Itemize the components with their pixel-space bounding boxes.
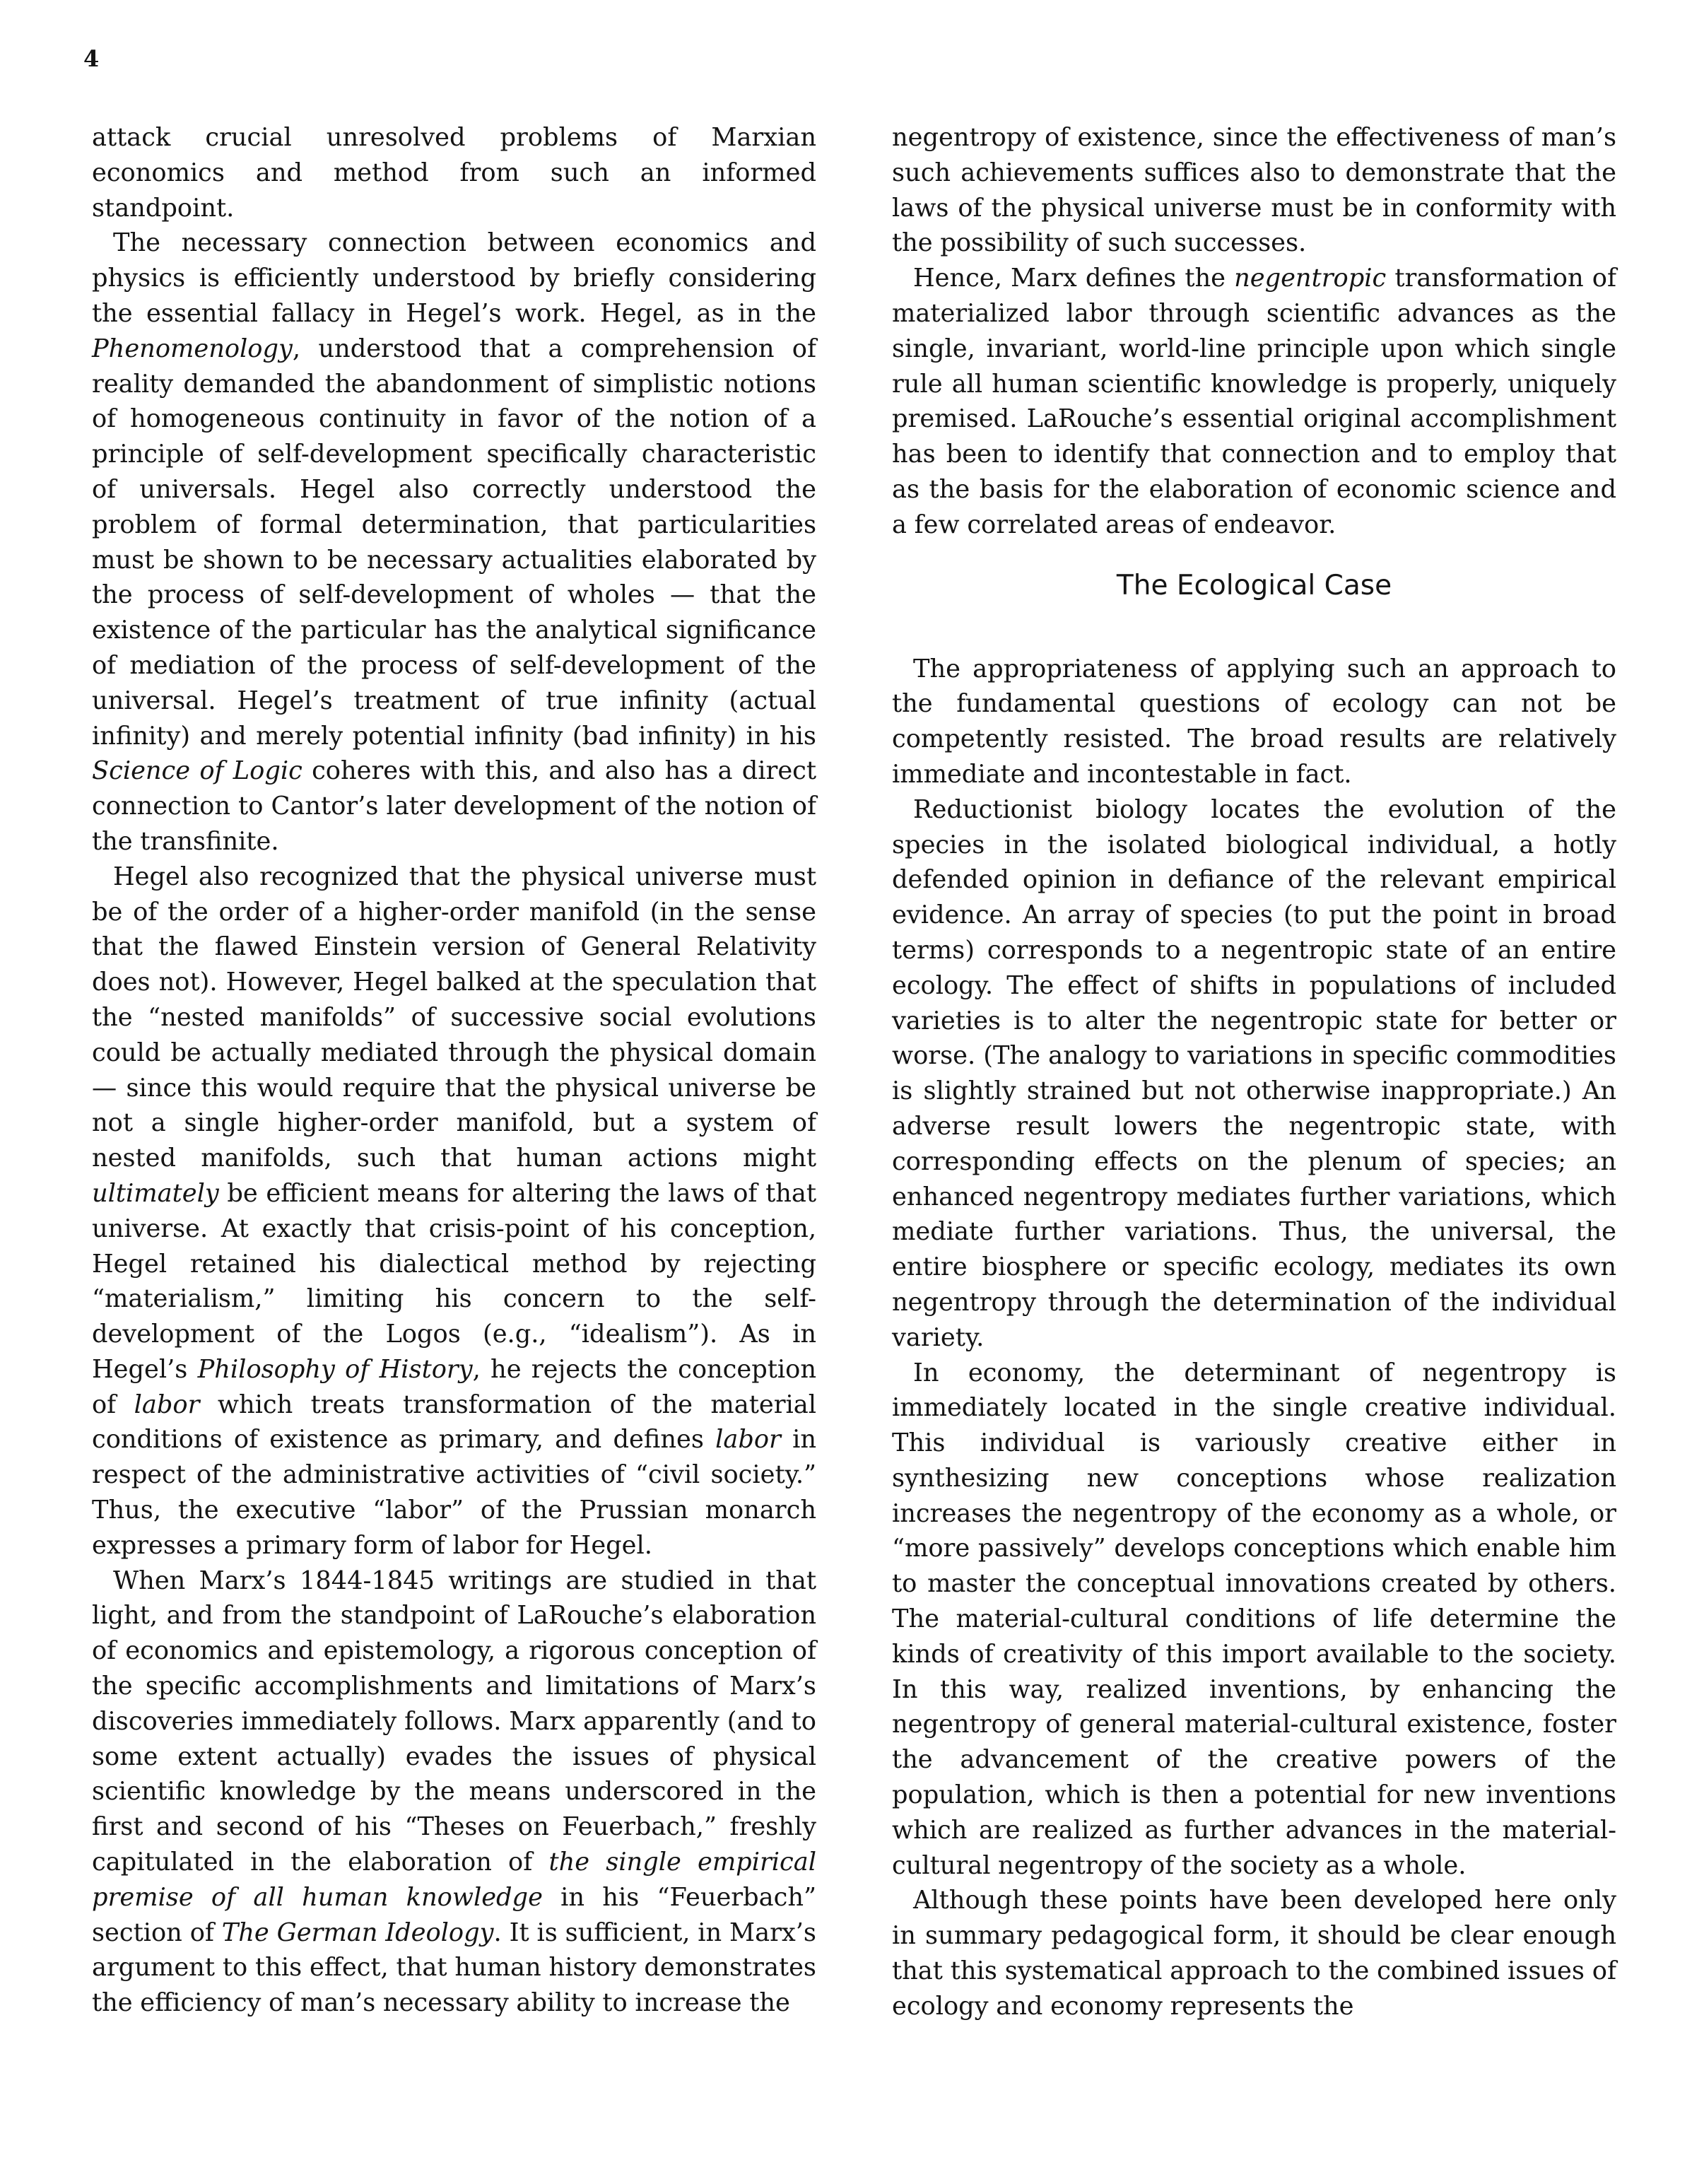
italic-emphasis: labor xyxy=(134,1390,200,1419)
paragraph: negentropy of existence, since the effectiveness of man’s such achievements suffices also to demonstrate that the laws of the physical universe must be in conformity with the possibility of such successes. xyxy=(892,123,1616,258)
italic-title: Science of Logic xyxy=(92,756,302,786)
left-column xyxy=(92,120,816,2021)
paragraph: In economy, the determinant of negentropy is immediately located in the single creative individual. This individual is variously creative either in synthesizing new conceptions whose realization increases the negentropy of the economy as a whole, or “more passively” develops conceptions which enable him to master the conceptual innovations created by others. The material-cultural conditions of life determine the kinds of creativity of this import available to the society. In this way, realized inventions, by enhancing the negentropy of general material-cultural existence, foster the advancement of the creative powers of the population, which is then a potential for new inventions which are realized as further advances in the material-cultural negentropy of the society as a whole. xyxy=(892,1358,1616,1880)
paragraph: The necessary connection between economics and physics is efficiently understood by briefly considering the essential fallacy in Hegel’s work. Hegel, as in the Phenomenology, understood that a comprehension of reality demanded the abandonment of simplistic notions of homogeneous continuity in favor of the notion of a principle of self-development specifically characteristic of universals. Hegel also correctly understood the problem of formal determination, that particularities must be shown to be necessary actualities elaborated by the process of self-development of wholes — that the existence of the particular has the analytical significance of mediation of the process of self-development of the universal. Hegel’s treatment of true infinity (actual infinity) and merely potential infinity (bad infinity) in his Science of Logic coheres with this, and also has a direct connection to Cantor’s later development of the notion of the transfinite. xyxy=(92,228,817,856)
section-heading: The Ecological Case xyxy=(1116,569,1392,601)
italic-emphasis: the single empirical premise of all human knowledge xyxy=(92,1848,816,1912)
paragraph: attack crucial unresolved problems of Marxian economics and method from such an informed standpoint. xyxy=(92,123,816,223)
paragraph: When Marx’s 1844-1845 writings are studied in that light, and from the standpoint of LaRouche’s elaboration of economics and epistemology, a rigorous conception of the specific accomplishments and limitations of Marx’s discoveries immediately follows. Marx apparently (and to some extent actually) evades the issues of physical scientific knowledge by the means underscored in the first and second of his “Theses on Feuerbach,” freshly capitulated in the elaboration of the single empirical premise of all human knowledge in his “Feuerbach” section of The German Ideology. It is sufficient, in Marx’s argument to this effect, that human history demonstrates the efficiency of man’s necessary ability to increase the xyxy=(92,1566,816,2018)
italic-title: Philosophy of History xyxy=(197,1354,473,1384)
right-column xyxy=(892,120,1616,2024)
italic-title: The German Ideology xyxy=(221,1918,494,1947)
italic-title: Phenomenology xyxy=(92,334,293,363)
page-number: 4 xyxy=(83,45,100,72)
paragraph: The appropriateness of applying such an approach to the fundamental questions of ecology can not be competently resisted. The broad results are relatively immediate and incontestable in fact. xyxy=(892,654,1616,789)
paragraph: Although these points have been developed here only in summary pedagogical form, it should be clear enough that this systematical approach to the combined issues of ecology and economy represents the xyxy=(892,1886,1616,2021)
italic-emphasis: ultimately xyxy=(92,1178,219,1208)
paragraph: Hence, Marx defines the negentropic transformation of materialized labor through scientific advances as the single, invariant, world-line principle upon which single rule all human scientific knowledge is properly, uniquely premised. LaRouche’s essential original accomplishment has been to identify that connection and to employ that as the basis for the elaboration of economic science and a few correlated areas of endeavor. xyxy=(892,264,1616,539)
italic-emphasis: labor xyxy=(715,1425,781,1455)
paragraph: Reductionist biology locates the evolution of the species in the isolated biological individual, a hotly defended opinion in defiance of the relevant empirical evidence. An array of species (to put the point in broad terms) corresponds to a negentropic state of an entire ecology. The effect of shifts in populations of included varieties is to alter the negentropic state for better or worse. (The analogy to variations in specific commodities is slightly strained but not otherwise inappropriate.) An adverse result lowers the negentropic state, with corresponding effects on the plenum of species; an enhanced negentropy mediates further variations, which mediate further variations. Thus, the universal, the entire biosphere or specific ecology, mediates its own negentropy through the determination of the individual variety. xyxy=(892,794,1616,1352)
paragraph: Hegel also recognized that the physical universe must be of the order of a higher-order manifold (in the sense that the flawed Einstein version of General Relativity does not). However, Hegel balked at the speculation that the “nested manifolds” of successive social evolutions could be actually mediated through the physical domain — since this would require that the physical universe be not a single higher-order manifold, but a system of nested manifolds, such that human actions might ultimately be efficient means for altering the laws of that universe. At exactly that crisis-point of his conception, Hegel retained his dialectical method by rejecting “materialism,” limiting his concern to the self-development of the Logos (e.g., “idealism”). As in Hegel’s Philosophy of History, he rejects the conception of labor which treats transformation of the material conditions of existence as primary, and defines labor in respect of the administrative activities of “civil society.” Thus, the executive “labor” of the Prussian monarch expresses a primary form of labor for Hegel. xyxy=(92,862,816,1560)
italic-emphasis: negentropic xyxy=(1234,264,1387,293)
